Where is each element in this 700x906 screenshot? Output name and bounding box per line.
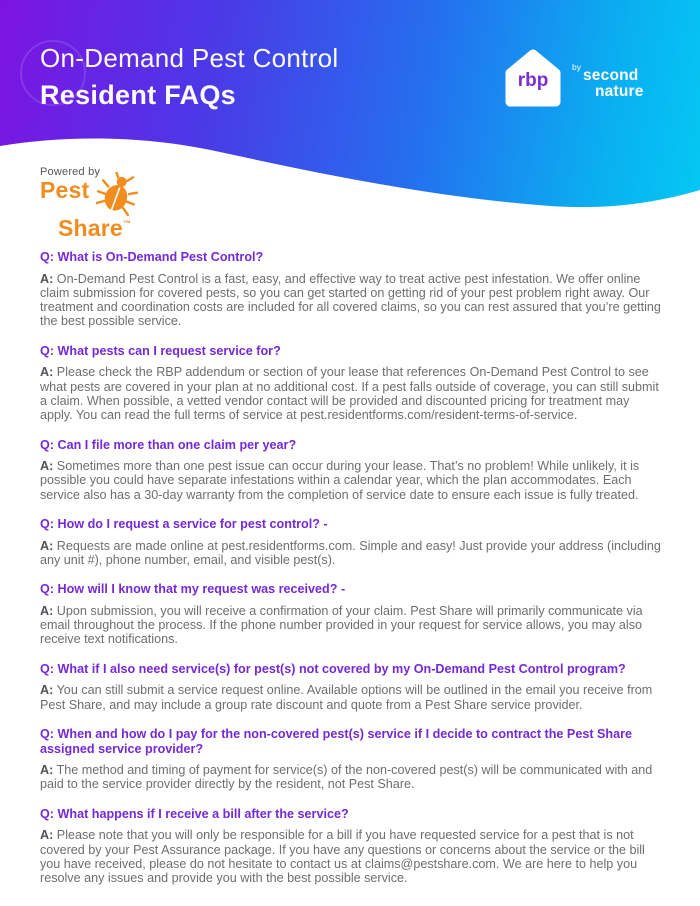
pestshare-logo-block	[40, 166, 138, 241]
question-text: Can I file more than one claim per year?	[54, 437, 297, 452]
answer-text: You can still submit a service request online. Available options will be outlined in the email you receive from Pest Share, and may include a group rate discount and quote from a Pest Share service provider.	[40, 683, 653, 712]
page-title: On-Demand Pest Control	[40, 43, 339, 73]
faq-answer	[40, 539, 662, 568]
bug-icon	[96, 172, 138, 218]
pestshare-word-share: Share	[58, 215, 123, 241]
answer-prefix: A:	[40, 459, 54, 474]
powered-by-label: Powered by	[40, 166, 101, 178]
question-prefix: Q:	[40, 661, 54, 676]
question-prefix: Q:	[40, 437, 54, 452]
faq-question	[40, 582, 662, 597]
faq-item	[40, 727, 662, 792]
answer-prefix: A:	[40, 763, 54, 778]
faq-question	[40, 250, 662, 265]
faq-question	[40, 438, 662, 453]
answer-text: Upon submission, you will receive a confirmation of your claim. Pest Share will primarily communicate via email throughout the process. If the phone number provided in your request for service allows, you may also receive text notifications.	[40, 603, 643, 647]
trademark-symbol: ™	[122, 219, 131, 228]
faq-item	[40, 582, 662, 646]
faq-answer	[40, 459, 662, 502]
question-prefix: Q:	[40, 517, 54, 532]
question-text: What happens if I receive a bill after the service?	[54, 806, 349, 821]
faq-list	[40, 250, 662, 900]
answer-text: The method and timing of payment for service(s) of the non-covered pest(s) will be communicated with and paid to the service provider directly by the resident, not Pest Share.	[40, 763, 653, 792]
faq-question	[40, 727, 662, 756]
answer-text: Please note that you will only be responsible for a bill if you have requested service for a pest that is not covered by your Pest Assurance package. If you have any questions or concerns about the service or the bill you have received, please do not hesitate to contact us at claims@pestshare.com. We are here to help you resolve any issues and provide you with the best possible service.	[40, 828, 645, 886]
pestshare-word-pest: Pest	[40, 177, 90, 203]
brand-word-second: second	[582, 67, 639, 84]
answer-text: Please check the RBP addendum or section of your lease that references On-Demand Pest Control to see what pests are covered in your plan at no additional cost. If a pest falls outside of coverage, you can still submit a claim. When possible, a vetted vendor contact will be provided and discounted pricing for treatment may apply. You can read the full terms of service at pest.residentforms.com/resident-terms-of-service.	[40, 365, 659, 423]
faq-item	[40, 250, 662, 329]
answer-prefix: A:	[40, 538, 54, 553]
question-text: How do I request a service for pest control? -	[54, 517, 328, 532]
question-prefix: Q:	[40, 343, 54, 358]
answer-prefix: A:	[40, 365, 54, 380]
question-text: What if I also need service(s) for pest(s) not covered by my On-Demand Pest Control program?	[54, 661, 626, 676]
pestshare-wordmark-row2	[58, 217, 138, 241]
question-prefix: Q:	[40, 582, 54, 597]
faq-answer	[40, 272, 662, 329]
answer-prefix: A:	[40, 603, 54, 618]
faq-question	[40, 662, 662, 677]
faq-answer	[40, 365, 662, 422]
faq-item	[40, 807, 662, 886]
faq-item	[40, 344, 662, 423]
question-text: What is On-Demand Pest Control?	[54, 250, 264, 264]
answer-text: On-Demand Pest Control is a fast, easy, and effective way to treat active pest infestation. We offer online claim submission for covered pests, so you can get started on getting rid of your pest problem right away. Our treatment and coordination costs are included for all covered claims, so you can rest assured that you’re getting the best possible service.	[40, 271, 661, 329]
question-prefix: Q:	[40, 250, 54, 264]
question-text: How will I know that my request was received? -	[54, 582, 346, 597]
brand-word-nature: nature	[595, 83, 644, 100]
rbp-logo	[500, 45, 566, 111]
answer-prefix: A:	[40, 683, 54, 698]
header-titles	[40, 42, 339, 111]
answer-prefix: A:	[40, 271, 54, 286]
faq-question	[40, 517, 662, 532]
faq-item	[40, 662, 662, 712]
faq-answer	[40, 604, 662, 647]
faq-question	[40, 807, 662, 822]
question-prefix: Q:	[40, 806, 54, 821]
pestshare-wordmark-row	[40, 179, 138, 218]
faq-item	[40, 438, 662, 502]
page-subtitle: Resident FAQs	[40, 80, 236, 110]
question-text: When and how do I pay for the non-covered pest(s) service if I decide to contract the Pest Share assigned service provider?	[40, 726, 633, 756]
question-text: What pests can I request service for?	[54, 343, 281, 358]
answer-prefix: A:	[40, 828, 54, 843]
rbp-house-icon	[500, 45, 566, 111]
answer-text: Sometimes more than one pest issue can occur during your lease. That’s no problem! While unlikely, it is possible you could have separate infestations within a calendar year, which the plan accommodates. Each service also has a 30-day warranty from the completion of service date to ensure each issue is fully treated.	[40, 459, 640, 502]
svg-text:rbp: rbp	[517, 70, 549, 91]
faq-answer	[40, 763, 662, 792]
by-label: by	[572, 62, 581, 72]
faq-answer	[40, 828, 662, 885]
faq-question	[40, 344, 662, 359]
second-nature-logo	[572, 62, 644, 99]
faq-answer	[40, 683, 662, 712]
faq-item	[40, 517, 662, 567]
answer-text: Requests are made online at pest.residentforms.com. Simple and easy! Just provide your address (including any unit #), phone number, email, and visible pest(s).	[40, 538, 661, 567]
question-prefix: Q:	[40, 726, 54, 741]
